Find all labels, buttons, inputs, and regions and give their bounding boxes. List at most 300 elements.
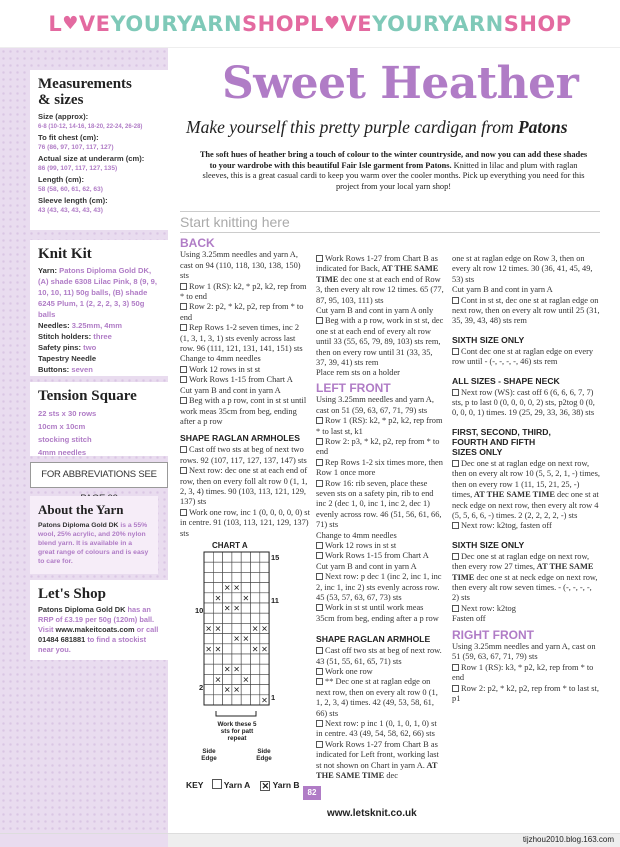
subtitle-text: Make yourself this pretty purple cardigan from: [186, 117, 518, 137]
chart-cell: [251, 552, 260, 562]
banner-text: L: [310, 11, 324, 36]
b-step1-text-2: dec one st at each end of Row 3, then every alt row 12 times. 65 (77, 87, 95, 103, 111) sts: [316, 274, 444, 305]
rf-row2-text: Row 2: p2, * k2, p2, rep from * to last st, p1: [452, 683, 599, 703]
checkbox[interactable]: [180, 366, 187, 373]
back-row4: Change to 4mm needles: [180, 354, 261, 364]
shop-text-3: to find a stockist near you.: [38, 635, 147, 654]
checkbox[interactable]: [316, 668, 323, 675]
rf-row1: [452, 663, 600, 684]
lf-row2-text: Row 2: p3, * k2, p2, rep from * to end: [316, 436, 440, 457]
intro-bold: The soft hues of heather bring a touch of colour to the winter countryside, and now you can add these shades to your wardrobe with this beautiful Fair Isle garment from Patons.: [199, 150, 588, 170]
sleeve-label: Sleeve length (cm):: [38, 196, 108, 205]
about-yarn-text: [38, 521, 150, 566]
ff-step2: [452, 521, 600, 531]
lf-row3: [316, 458, 444, 479]
checkbox[interactable]: [180, 283, 187, 290]
lf-row1-text: Row 1 (RS): k2, * p2, k2, rep from * to last st, k1: [316, 416, 443, 436]
chart-cross-mark: ✕: [233, 685, 240, 695]
same-time-3: AT THE SAME TIME: [472, 490, 555, 500]
chart-cell: [251, 572, 260, 582]
neck-step1-text: Next row (WS): cast off 6 (6, 6, 6, 7, 7) sts, p to last 0 (0, 0, 0, 0, 2) sts, p2tog 0 (0, 0, 0, 0, 1) times. 19 (25, 29, 33, 36, 38) sts: [452, 387, 595, 418]
checkbox[interactable]: [316, 720, 323, 727]
tension-box: [30, 382, 168, 456]
chart-cell: [241, 695, 250, 705]
chart-cross-mark: ✕: [251, 644, 259, 654]
five-sizes-heading: FIRST, SECOND, THIRD, FOURTH AND FIFTH SIZES ONLY: [452, 426, 551, 457]
checkbox[interactable]: [316, 573, 323, 580]
chart-cross-mark: ✕: [223, 583, 231, 593]
checkbox[interactable]: [180, 397, 187, 404]
chart-cross-mark: ✕: [251, 624, 259, 634]
intro-rest: Knitted in lilac and plum with raglan sleeves, this is a great casual cardi to keep you warm over the cooler months. Pick up everything you need for this project from your local yarn shop!: [202, 160, 585, 191]
sixth-step1-text: Cont dec one st at raglan edge on every row until - (-, -, -, -, 46) sts rem: [452, 346, 594, 367]
watermark: tijzhou2010.blog.163.com: [522, 835, 614, 844]
chart-cell: [204, 562, 213, 572]
lr-step5-text: Work Rows 1-27 from Chart B as indicated for Left front, working last st not shown on Chart in yarn A.: [316, 739, 439, 770]
b-step2: Cut yarn B and cont in yarn A only: [316, 306, 434, 316]
page-subtitle: [186, 117, 568, 138]
stitch-holders-line: [38, 331, 160, 342]
heart-icon: ♥: [323, 13, 341, 34]
checkbox[interactable]: [316, 480, 323, 487]
size-label: Size (approx):: [38, 112, 89, 121]
chart-cross-mark: ✕: [205, 644, 213, 654]
subtitle-brand: Patons: [517, 117, 568, 137]
lf-castOn: Using 3.25mm needles and yarn A, cast on 51 (59, 63, 67, 71, 79) sts: [316, 395, 434, 415]
chart-cross-mark: ✕: [214, 675, 222, 685]
lets-shop-box: [30, 580, 168, 660]
chart-cell: [223, 644, 232, 654]
banner-text: YOURYARN: [372, 11, 504, 36]
c3-step3-text: Cont in st st, dec one st at raglan edge on next row, then on every alt row until 25 (31, 35, 39, 43, 48) sts rem: [452, 295, 600, 326]
yarn-label: Yarn:: [38, 266, 57, 275]
tension-line-2: 10cm x 10cm: [38, 422, 86, 431]
chart-cross-mark: ✕: [223, 604, 231, 613]
checkbox[interactable]: [452, 553, 459, 560]
top-banner: [0, 0, 620, 48]
knit-kit-title: Knit Kit: [38, 246, 92, 262]
c3-step3: [452, 296, 600, 327]
back-row7: Cut yarn B and cont in yarn A: [180, 385, 281, 395]
raglan-step3-text: Work one row, inc 1 (0, 0, 0, 0, 0) st in centre. 91 (103, 113, 121, 129, 137) sts: [180, 507, 310, 538]
checkbox[interactable]: [316, 604, 323, 611]
chart-key: [186, 779, 300, 791]
chart-cell: [232, 674, 241, 684]
about-yarn-title: About the Yarn: [38, 502, 124, 517]
chart-cross-mark: ✕: [223, 685, 231, 695]
shop-yarn: Patons Diploma Gold DK: [38, 605, 126, 614]
chart-cross-mark: ✕: [261, 624, 268, 634]
b-step1: [316, 254, 444, 306]
chart-cell: [241, 654, 250, 664]
checkbox[interactable]: [180, 509, 187, 516]
lr-step5: [316, 740, 444, 782]
raglan-heading: SHAPE RAGLAN ARMHOLES: [180, 433, 300, 444]
lf-row7-text: Work Rows 1-15 from Chart A: [325, 551, 429, 561]
chart-cell: [241, 603, 250, 613]
c3-step2: Cut yarn B and cont in yarn A: [452, 285, 553, 295]
chest-values: 76 (86, 97, 107, 117, 127): [38, 144, 114, 151]
ff-step2-text: Next row: k2tog, fasten off: [461, 521, 552, 531]
chart-cell: [241, 572, 250, 582]
back-row8-text: Beg with a p row, cont in st st until work meas 35cm from beg, ending after a p row: [180, 396, 307, 426]
sx-step3: Fasten off: [452, 614, 486, 624]
chest-label: To fit chest (cm):: [38, 133, 99, 142]
lf-row6: [316, 541, 444, 551]
column-3: [452, 254, 600, 704]
chart-cell: [204, 583, 213, 593]
start-knitting-label: Start knitting here: [180, 214, 290, 230]
chart-cell: [204, 664, 213, 674]
chart-cell: [232, 572, 241, 582]
back-row1: [180, 282, 310, 303]
shape-neck-heading: ALL SIZES - SHAPE NECK: [452, 375, 560, 386]
chart-cell: [260, 593, 269, 603]
chart-cell: [223, 593, 232, 603]
chart-cell: [213, 562, 222, 572]
row-label-15: 15: [271, 553, 280, 562]
checkbox[interactable]: [316, 552, 323, 559]
lf-row1: [316, 416, 444, 437]
rf-row1-text: Row 1 (RS): k3, * p2, k2, rep from * to end: [452, 662, 594, 683]
page-number: 82: [303, 786, 321, 800]
b-step3: [316, 316, 444, 368]
banner-text: YOURYARN: [110, 11, 243, 36]
side-edge-left: Side Edge: [201, 748, 217, 762]
chart-cell: [204, 603, 213, 613]
lf-row2: [316, 437, 444, 458]
knit-kit-box: [30, 240, 168, 376]
back-row3: [180, 323, 310, 354]
chart-cell: [223, 674, 232, 684]
lr-step4-text: Next row: p inc 1 (0, 1, 0, 1, 0) st in centre. 43 (49, 54, 58, 62, 66) sts: [316, 719, 437, 739]
needles-value: 3.25mm, 4mm: [71, 321, 123, 330]
sx-step2: [452, 604, 600, 614]
chart-cell: [204, 695, 213, 705]
stitch-label: Stitch holders:: [38, 332, 92, 341]
chart-cell: [251, 603, 260, 613]
buttons-label: Buttons:: [38, 365, 70, 374]
chart-cell: [260, 552, 269, 562]
chart-cell: [213, 695, 222, 705]
chart-cell: [223, 572, 232, 582]
chart-grid: [204, 552, 269, 705]
shop-text-2: or call: [134, 625, 159, 634]
chart-cell: [204, 572, 213, 582]
lr-step5-text-2: dec: [384, 771, 398, 781]
checkbox[interactable]: [316, 317, 323, 324]
chart-cell: [213, 634, 222, 644]
lf-row4: [316, 479, 444, 531]
chart-cell: [223, 634, 232, 644]
checkbox[interactable]: [452, 348, 459, 355]
website-url[interactable]: www.letsknit.co.uk: [327, 808, 417, 819]
chart-cell: [251, 583, 260, 593]
tapestry-line: Tapestry Needle: [38, 354, 97, 363]
chart-cell: [213, 613, 222, 623]
chart-cell: [260, 664, 269, 674]
length-label: Length (cm):: [38, 175, 84, 184]
sixth-size-heading: SIXTH SIZE ONLY: [452, 334, 525, 345]
lf-row5: Change to 4mm needles: [316, 530, 397, 540]
back-row5-text: Work 12 rows in st st: [189, 364, 261, 374]
sx-step2-text: Next row: k2tog: [461, 603, 516, 613]
b-step3-text: Beg with a p row, work in st st, dec one st at each end of every alt row until 33 (55, 65, 79, 89, 103) sts rem, then on every row until 31 (33, 35, 37, 39, 41) sts rem: [316, 316, 444, 368]
checkbox[interactable]: [316, 459, 323, 466]
chart-cell: [204, 654, 213, 664]
lr-step3-text: ** Dec one st at raglan edge on next row, then on every alt row 0 (1, 1, 2, 3, 4) times. 42 (49, 53, 58, 61, 66) sts: [316, 677, 438, 718]
column-2: [316, 254, 444, 782]
chart-cell: [204, 674, 213, 684]
chart-cell: [213, 664, 222, 674]
yarn-value: Patons Diploma Gold DK, (A) shade 6308 Lilac Pink, 8 (9, 9, 10, 10, 11) 50g balls, (B) shade 6245 Plum, 1 (2, 2, 2, 3, 3) 50g balls: [38, 266, 158, 319]
chart-cell: [260, 613, 269, 623]
chart-cell: [260, 685, 269, 695]
c3-step1: one st at raglan edge on Row 3, then on every alt row 12 times. 30 (36, 41, 45, 49, 53) sts: [452, 254, 593, 284]
yarn-b-swatch: ✕: [261, 781, 270, 791]
stitch-value: three: [93, 332, 112, 341]
sleeve-values: 43 (43, 43, 43, 43, 43): [38, 207, 103, 214]
chart-cell: [232, 644, 241, 654]
checkbox[interactable]: [452, 664, 459, 671]
chart-cross-mark: ✕: [242, 634, 250, 644]
chart-cell: [260, 674, 269, 684]
chart-cross-mark: ✕: [233, 583, 240, 593]
yarn-line: [38, 265, 160, 320]
abbreviations-note: FOR ABBREVIATIONS SEE: [30, 462, 168, 488]
chart-cell: [241, 552, 250, 562]
chart-cell: [241, 644, 250, 654]
checkbox[interactable]: [452, 297, 459, 304]
checkbox[interactable]: [316, 255, 323, 262]
underarm-label: Actual size at underarm (cm):: [38, 154, 145, 163]
checkbox[interactable]: [316, 542, 323, 549]
row-label-11: 11: [271, 596, 279, 605]
chart-cross-mark: ✕: [242, 593, 250, 603]
banner-text: L: [48, 11, 63, 36]
rf-castOn: Using 3.25mm needles and yarn A, cast on 51 (59, 63, 67, 71, 79) sts: [452, 641, 596, 662]
lr-step3: [316, 677, 444, 719]
banner-text: SHOP: [242, 11, 310, 36]
chart-cell: [223, 562, 232, 572]
checkbox[interactable]: [316, 741, 323, 748]
sx-step1-text: Dec one st at raglan edge on next row, then every row 27 times,: [452, 551, 590, 572]
chart-cell: [251, 562, 260, 572]
checkbox[interactable]: [452, 460, 459, 467]
checkbox[interactable]: [180, 446, 187, 453]
checkbox[interactable]: [180, 467, 187, 474]
yarn-a-swatch: [212, 779, 222, 789]
chart-cell: [223, 623, 232, 633]
chart-cell: [251, 593, 260, 603]
repeat-note: Work these 5 sts for patt repeat: [217, 721, 257, 742]
banner-text: VE: [78, 11, 111, 36]
chart-cell: [251, 685, 260, 695]
measurements-subtitle: & sizes: [38, 92, 84, 108]
checkbox[interactable]: [180, 324, 187, 331]
b-step1-text: Work Rows 1-27 from Chart B as indicated for Back,: [316, 254, 438, 274]
chart-cell: [260, 634, 269, 644]
repeat-bracket: [216, 711, 256, 716]
lets-shop-text: [38, 605, 160, 655]
ff-step1-text-2: dec one st at neck edge on next row, then every alt row 4 (5, 5, 6, 6, -) times. 2 (2, 2, 2, 2, -) sts: [452, 490, 599, 520]
about-yarn-body: is a 55% wool, 25% acrylic, and 20% nylon blend yarn. It is available in a great range of colours and is easy to care for.: [38, 522, 149, 565]
back-row2: [180, 302, 310, 323]
chart-cell: [241, 583, 250, 593]
chart-cell: [260, 572, 269, 582]
chart-cell: [232, 552, 241, 562]
column-1: [180, 238, 310, 539]
chart-cross-mark: ✕: [205, 624, 213, 634]
lf-row6-text: Work 12 rows in st st: [325, 540, 397, 550]
shop-site: www.makeitcoats.com: [55, 625, 135, 634]
underarm-values: 86 (99, 107, 117, 127, 135): [38, 165, 118, 172]
chart-cell: [213, 603, 222, 613]
lf-row9: [316, 572, 444, 603]
row-label-1: 1: [271, 693, 276, 702]
checkbox[interactable]: [452, 685, 459, 692]
chart-cross-mark: ✕: [214, 644, 222, 654]
pins-value: two: [83, 343, 97, 352]
lf-row3-text: Rep Rows 1-2 six times more, then Row 1 once more: [316, 457, 443, 478]
safety-pins-line: [38, 342, 160, 353]
lr-step1-text: Cast off two sts at beg of next row. 43 (51, 55, 61, 65, 71) sts: [316, 646, 442, 666]
buttons-value: seven: [71, 365, 93, 374]
chart-cell: [260, 583, 269, 593]
chart-title: CHART A: [212, 541, 248, 550]
checkbox[interactable]: [180, 376, 187, 383]
buttons-line: [38, 364, 160, 375]
checkbox[interactable]: [452, 522, 459, 529]
start-knitting-bar: [180, 211, 600, 233]
back-row8: [180, 396, 310, 427]
measurements-box: [30, 70, 168, 230]
row-label-2: 2: [199, 683, 204, 692]
checkbox[interactable]: [180, 303, 187, 310]
chart-cell: [232, 623, 241, 633]
chart-cell: [204, 685, 213, 695]
raglan-step2-text: Next row: dec one st at each end of row, then on every foll alt row 0 (1, 1, 2, 3, 4) times. 90 (103, 113, 121, 129, 137) sts: [180, 466, 308, 507]
same-time-1: AT THE SAME TIME: [316, 264, 439, 284]
intro-paragraph: [196, 150, 591, 192]
raglan-step2: [180, 466, 310, 508]
sixth-size-heading-2: SIXTH SIZE ONLY: [452, 539, 525, 550]
chart-cross-mark: ✕: [233, 665, 240, 675]
checkbox[interactable]: [316, 647, 323, 654]
chart-cell: [232, 593, 241, 603]
size-values: 6-8 (10-12, 14-16, 18-20, 22-24, 26-28): [38, 124, 143, 130]
chart-cell: [223, 552, 232, 562]
chart-cell: [213, 572, 222, 582]
right-front-heading: RIGHT FRONT: [452, 627, 534, 642]
chart-cell: [204, 634, 213, 644]
checkbox[interactable]: [316, 678, 323, 685]
chart-cell: [232, 695, 241, 705]
chart-cross-mark: ✕: [214, 593, 222, 603]
chart-cell: [232, 654, 241, 664]
tension-line-3: stocking stitch: [38, 435, 92, 444]
left-raglan-heading: SHAPE RAGLAN ARMHOLE: [316, 634, 431, 645]
chart-cell: [213, 654, 222, 664]
chart-cross-mark: ✕: [223, 665, 231, 675]
lf-row10: [316, 603, 444, 624]
lf-row4-text: Row 16: rib seven, place these seven sts on a safety pin, rib to end inc 2 (dec 1, 0, inc 1, inc 2, dec 1) evenly across row. 46 (51, 56, 61, 66, 71) sts: [316, 478, 442, 530]
chart-cell: [251, 634, 260, 644]
key-yarn-b: Yarn B: [272, 780, 300, 790]
checkbox[interactable]: [452, 605, 459, 612]
checkbox[interactable]: [316, 438, 323, 445]
key-label: KEY: [186, 780, 204, 790]
ff-step1-text: Dec one st at raglan edge on next row, then on every alt row 10 (5, 5, 2, 1, -) times, then on every row 1 (11, 15, 21, 25, -) times,: [452, 458, 600, 500]
chart-cell: [223, 613, 232, 623]
checkbox[interactable]: [316, 417, 323, 424]
measurements-title: Measurements: [38, 76, 132, 92]
rf-row2: [452, 684, 600, 705]
lf-row7: [316, 551, 444, 561]
shop-text-1: has an RRP of £3.19 per 50g (120m) ball. Visit: [38, 605, 155, 634]
row-label-10: 10: [195, 606, 204, 615]
chart-cell: [204, 552, 213, 562]
chart-cross-mark: ✕: [261, 695, 268, 705]
tension-line-4: 4mm needles: [38, 448, 87, 457]
back-row6-text: Work Rows 1-15 from Chart A: [189, 375, 293, 385]
chart-cross-mark: ✕: [242, 675, 250, 685]
chart-cell: [260, 603, 269, 613]
lr-step2: [316, 667, 444, 677]
chart-cell: [241, 623, 250, 633]
chart-cross-mark: ✕: [261, 644, 268, 654]
chart-cell: [204, 613, 213, 623]
lf-row9-text: Next row: p dec 1 (inc 2, inc 1, inc 2, inc 1, inc 2) sts evenly across row. 45 (53, 57, 63, 67, 73) sts: [316, 572, 442, 602]
chart-cell: [213, 552, 222, 562]
chart-cell: [223, 695, 232, 705]
raglan-step1: [180, 445, 310, 466]
chart-cell: [251, 654, 260, 664]
back-row2-text: Row 2: p2, * k2, p2, rep from * to end: [180, 302, 304, 322]
banner-text: SHOP: [503, 11, 572, 36]
banner-text: VE: [340, 11, 373, 36]
pins-label: Safety pins:: [38, 343, 82, 352]
chart-cell: [241, 562, 250, 572]
lf-row10-text: Work in st st until work meas 35cm from beg, ending after a p row: [316, 603, 439, 623]
back-row1-text: Row 1 (RS): k2, * p2, k2, rep from * to end: [180, 281, 307, 302]
back-row6: [180, 375, 310, 385]
needles-line: [38, 320, 160, 331]
sixth-step1: [452, 347, 600, 368]
chart-cell: [204, 593, 213, 603]
b-step4: Place rem sts on a holder: [316, 368, 400, 378]
lr-step1: [316, 646, 444, 667]
chart-cell: [213, 685, 222, 695]
chart-cell: [232, 562, 241, 572]
chart-cell: [213, 583, 222, 593]
page-title: Sweet Heather: [222, 58, 579, 109]
tension-title: Tension Square: [38, 388, 137, 404]
chart-a: [180, 535, 307, 765]
back-castOn: Using 3.25mm needles and yarn A, cast on 94 (110, 118, 130, 138, 150) sts: [180, 250, 301, 281]
chart-cell: [251, 664, 260, 674]
back-row3-text: Rep Rows 1-2 seven times, inc 2 (1, 3, 1, 3, 1) sts evenly across last row. 96 (111, 121, 131, 141, 151) sts: [180, 323, 303, 354]
back-row5: [180, 365, 310, 375]
chart-cell: [241, 685, 250, 695]
same-time-4: AT THE SAME TIME: [452, 562, 594, 582]
sx-step1: [452, 552, 600, 604]
chart-cell: [223, 654, 232, 664]
checkbox[interactable]: [452, 389, 459, 396]
sx-step1-text-2: dec one st at neck edge on next row, then every alt row seven times. - (-, -, -, -, 2) sts: [452, 572, 598, 603]
lr-step4: [316, 719, 444, 740]
chart-cell: [260, 654, 269, 664]
